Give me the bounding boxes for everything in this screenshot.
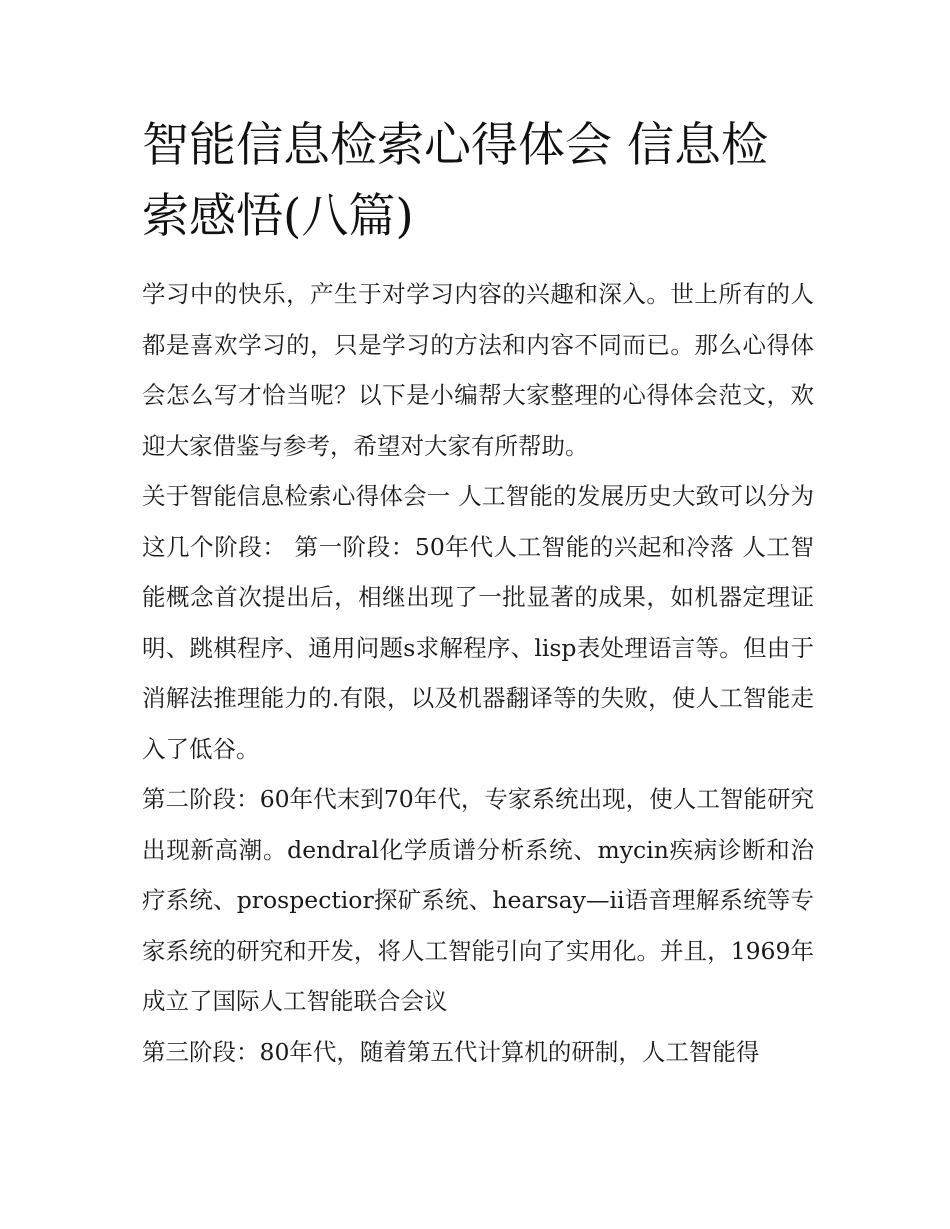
body-paragraph-stage-two: 第二阶段：60年代末到70年代，专家系统出现，使人工智能研究出现新高潮。dendral化学质谱分析系统、mycin疾病诊断和治疗系统、prospectior探矿系统、hearsay—ii语音理解系统等专家系统的研究和开发，将人工智能引向了实用化。并且，1969年成立了国际人工智能联合会议 [142, 785, 814, 1015]
document-title: 智能信息检索心得体会 信息检索感悟(八篇) [142, 118, 768, 244]
document-page [142, 110, 814, 1077]
intro-paragraph: 学习中的快乐，产生于对学习内容的兴趣和深入。世上所有的人都是喜欢学习的，只是学习的方法和内容不同而已。那么心得体会怎么写才恰当呢？以下是小编帮大家整理的心得体会范文，欢迎大家借鉴与参考，希望对大家有所帮助。 [142, 280, 814, 460]
body-paragraph-stage-three: 第三阶段：80年代，随着第五代计算机的研制，人工智能得 [142, 1037, 760, 1066]
body-paragraph-stage-one: 关于智能信息检索心得体会一 人工智能的发展历史大致可以分为这几个阶段： 第一阶段：50年代人工智能的兴起和冷落 人工智能概念首次提出后，相继出现了一批显著的成果，如机器定理证明、跳棋程序、通用问题s求解程序、lisp表处理语言等。但由于消解法推理能力的.有限，以及机器翻译等的失败，使人工智能走入了低谷。 [142, 482, 814, 763]
